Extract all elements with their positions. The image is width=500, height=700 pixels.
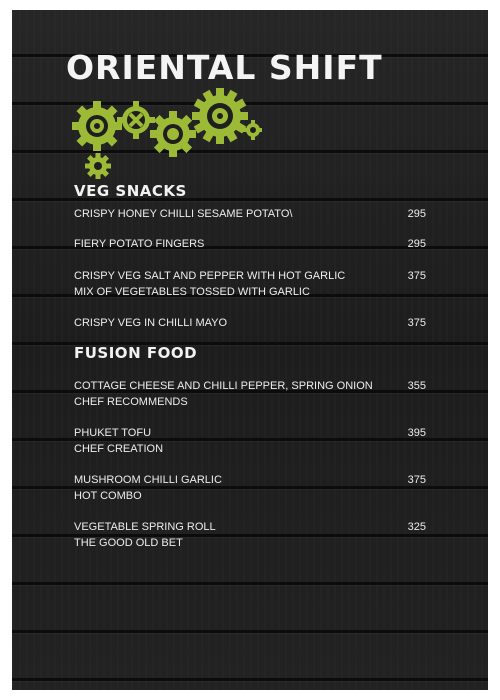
item-price: 295 (407, 238, 426, 250)
menu-item (74, 519, 434, 551)
item-name: COTTAGE CHEESE AND CHILLI PEPPER, SPRING ONION (74, 380, 373, 392)
item-name: CRISPY VEG SALT AND PEPPER WITH HOT GARLIC (74, 270, 346, 282)
item-description: CHEF CREATION (74, 443, 164, 455)
item-name: MUSHROOM CHILLI GARLIC (74, 474, 222, 486)
item-name: FIERY POTATO FINGERS (74, 238, 205, 250)
section-heading-fusion-food: FUSION FOOD (74, 344, 198, 362)
gear-icon (150, 111, 196, 157)
gear-icon (85, 153, 111, 179)
item-price: 295 (407, 208, 426, 220)
item-price: 375 (407, 270, 426, 282)
gear-icon (72, 101, 122, 151)
menu-item (74, 268, 434, 300)
item-name: CRISPY HONEY CHILLI SESAME POTATO\ (74, 208, 293, 220)
menu-board (12, 10, 488, 690)
menu-item (74, 236, 434, 252)
menu-item (74, 425, 434, 457)
menu-item (74, 206, 434, 222)
gears-logo (52, 86, 262, 186)
item-price: 355 (407, 380, 426, 392)
item-description: HOT COMBO (74, 490, 142, 502)
menu-title: ORIENTAL SHIFT (66, 48, 383, 87)
gear-icon (192, 88, 248, 144)
item-price: 395 (407, 427, 426, 439)
section-heading-veg-snacks: VEG SNACKS (74, 182, 187, 200)
menu-item (74, 472, 434, 504)
item-description: THE GOOD OLD BET (74, 537, 183, 549)
item-description: MIX OF VEGETABLES TOSSED WITH GARLIC (74, 286, 310, 298)
item-name: VEGETABLE SPRING ROLL (74, 521, 216, 533)
item-description: CHEF RECOMMENDS (74, 396, 188, 408)
menu-item (74, 315, 434, 331)
gear-icon (243, 120, 262, 140)
gear-icon (117, 101, 155, 139)
item-name: CRISPY VEG IN CHILLI MAYO (74, 317, 228, 329)
item-price: 375 (407, 474, 426, 486)
item-price: 375 (407, 317, 426, 329)
item-price: 325 (407, 521, 426, 533)
item-name: PHUKET TOFU (74, 427, 152, 439)
menu-item (74, 378, 434, 410)
